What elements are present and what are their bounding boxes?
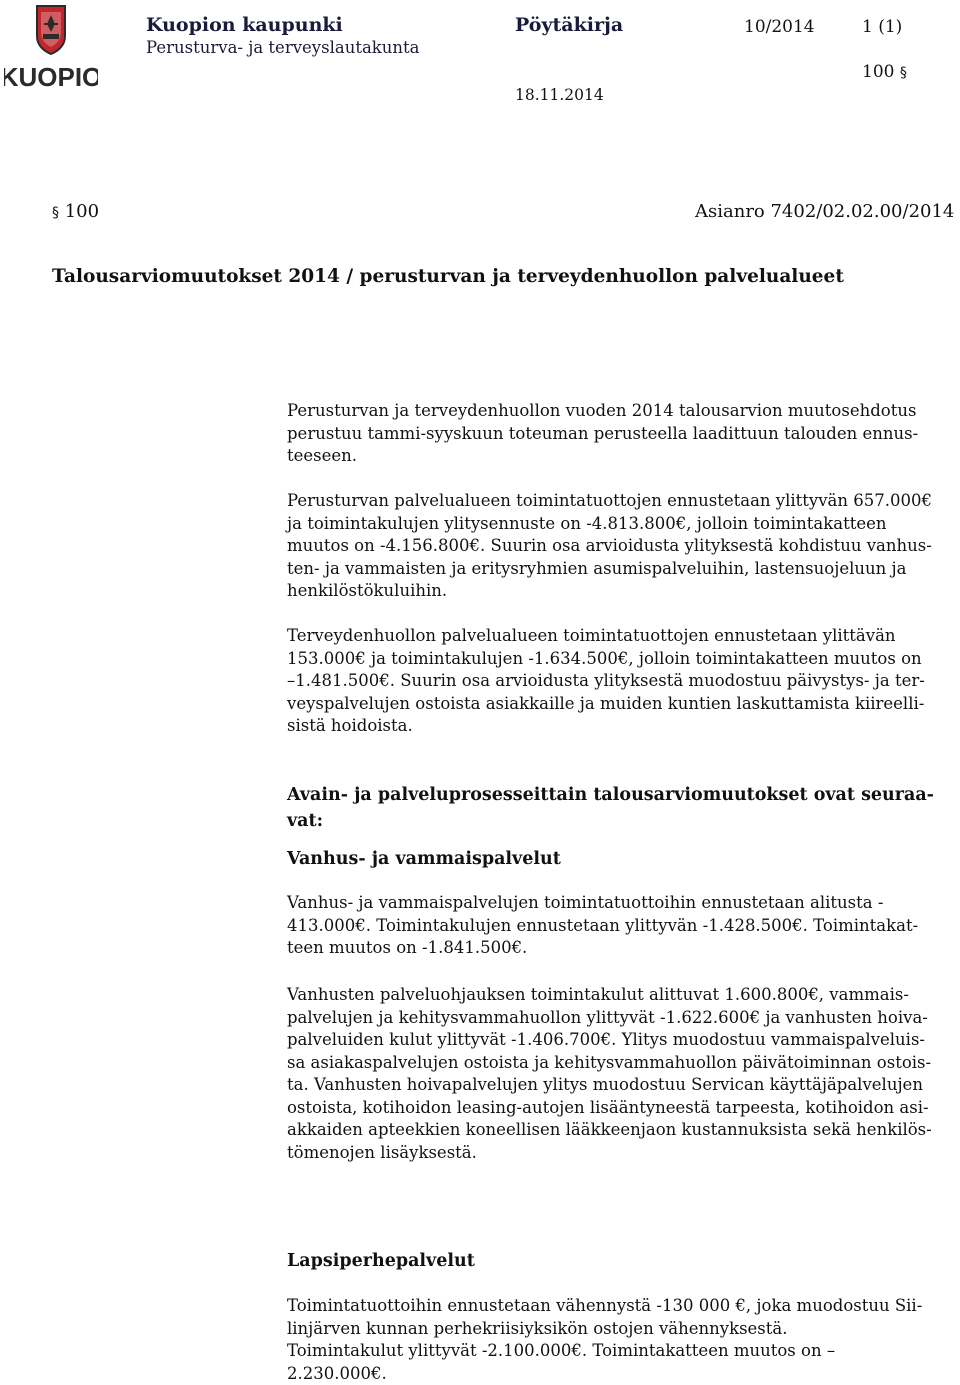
text-line: –1.481.500€. Suurin osa arvioidusta ylityksestä muodostuu päivystys- ja ter- bbox=[287, 671, 925, 690]
heading-changes bbox=[287, 782, 959, 834]
coat-of-arms-icon bbox=[4, 2, 98, 96]
board-name: Perusturva- ja terveyslautakunta bbox=[146, 38, 420, 57]
text-line: perustuu tammi-syyskuun toteuman perusteella laadittuun talouden ennus- bbox=[287, 423, 919, 443]
text-line: palvelujen ja kehitysvammahuollon ylittyvät -1.622.600€ ja vanhusten hoiva- bbox=[287, 1007, 928, 1027]
text-line: Vanhusten palveluohjauksen toimintakulut alittuvat 1.600.800€, vammais- bbox=[287, 985, 909, 1004]
page-info: 1 (1) bbox=[862, 17, 903, 37]
text-line: 153.000€ ja toimintakulujen -1.634.500€, jolloin toimintakatteen muutos on bbox=[287, 648, 922, 668]
paragraph-perusturva bbox=[287, 490, 959, 603]
text-line: veyspalvelujen ostoista asiakkaille ja muiden kuntien laskuttamista kiireelli- bbox=[287, 693, 925, 713]
text-line: akkaiden apteekkien koneellisen lääkkeenjaon kustannuksista sekä henkilös- bbox=[287, 1120, 932, 1139]
section-symbol: § bbox=[52, 205, 59, 221]
paragraph-lapsiperhe bbox=[287, 1295, 959, 1385]
document-number: 10/2014 bbox=[744, 17, 815, 37]
text-line: henkilöstökuluihin. bbox=[287, 581, 448, 600]
section-heading bbox=[52, 201, 99, 222]
document-type: Pöytäkirja bbox=[515, 14, 624, 36]
text-line: 2.230.000€. bbox=[287, 1363, 387, 1383]
section-symbol: § bbox=[899, 65, 907, 81]
text-line: Terveydenhuollon palvelualueen toimintatuottojen ennustetaan ylittävän bbox=[287, 626, 896, 645]
text-line: teen muutos on -1.841.500€. bbox=[287, 938, 528, 957]
text-line: ja toimintakulujen ylitysennuste on -4.813.800€, jolloin toimintakatteen bbox=[287, 513, 887, 533]
document-title: Talousarviomuutokset 2014 / perusturvan ja terveydenhuollon palvelualueet bbox=[52, 266, 844, 287]
text-line: tömenojen lisäyksestä. bbox=[287, 1142, 477, 1162]
text-line: ta. Vanhusten hoivapalvelujen ylitys muodostuu Servican käyttäjäpalvelujen bbox=[287, 1075, 923, 1094]
heading-line: Vanhus- ja vammaispalvelut bbox=[287, 849, 561, 869]
kuopio-logo bbox=[4, 2, 98, 96]
text-line: Perusturvan palvelualueen toimintatuottojen ennustetaan ylittyvän 657.000€ bbox=[287, 491, 932, 510]
heading-line: vat: bbox=[287, 811, 324, 831]
text-line: linjärven kunnan perhekriisiyksikön ostojen vähennyksestä. bbox=[287, 1318, 788, 1338]
heading-line: Avain- ja palveluprosesseittain talousarviomuutokset ovat seuraa- bbox=[287, 785, 934, 805]
text-line: ostoista, kotihoidon leasing-autojen lisääntyneestä tarpeesta, kotihoidon asi- bbox=[287, 1097, 929, 1117]
text-line: Vanhus- ja vammaispalvelujen toimintatuottoihin ennustetaan alitusta - bbox=[287, 893, 884, 912]
organization-name: Kuopion kaupunki bbox=[146, 14, 343, 36]
heading-line: Lapsiperhepalvelut bbox=[287, 1251, 475, 1271]
text-line: Toimintakulut ylittyvät -2.100.000€. Toimintakatteen muutos on – bbox=[287, 1341, 836, 1360]
text-line: muutos on -4.156.800€. Suurin osa arvioidusta ylityksestä kohdistuu vanhus- bbox=[287, 536, 932, 555]
meeting-date: 18.11.2014 bbox=[515, 86, 604, 104]
text-line: 413.000€. Toimintakulujen ennustetaan ylittyvän -1.428.500€. Toimintakat- bbox=[287, 915, 919, 935]
text-line: ten- ja vammaisten ja eritysryhmien asumispalveluihin, lastensuojeluun ja bbox=[287, 558, 907, 578]
paragraph-vanhus-details bbox=[287, 984, 959, 1164]
heading-lapsiperhe bbox=[287, 1250, 959, 1273]
logo-wordmark: KUOPIO bbox=[4, 62, 98, 92]
header-section bbox=[862, 62, 907, 82]
heading-vanhus bbox=[287, 848, 959, 871]
section-number: 100 bbox=[64, 201, 100, 222]
case-reference: Asianro 7402/02.02.00/2014 bbox=[695, 201, 955, 222]
text-line: sa asiakaspalvelujen ostoista ja kehitysvammahuollon päivätoiminnan ostois- bbox=[287, 1052, 932, 1072]
text-line: Perusturvan ja terveydenhuollon vuoden 2014 talousarvion muutosehdotus bbox=[287, 401, 917, 420]
text-line: palveluiden kulut ylittyvät -1.406.700€. Ylitys muodostuu vammaispalveluis- bbox=[287, 1030, 926, 1049]
header-section-number: 100 bbox=[862, 62, 895, 82]
text-line: Toimintatuottoihin ennustetaan vähennystä -130 000 €, joka muodostuu Sii- bbox=[287, 1296, 923, 1315]
paragraph-vanhus-summary bbox=[287, 892, 959, 960]
text-line: teeseen. bbox=[287, 446, 358, 465]
text-line: sistä hoidoista. bbox=[287, 716, 413, 735]
paragraph-intro bbox=[287, 400, 959, 468]
paragraph-terveydenhuolto bbox=[287, 625, 959, 738]
